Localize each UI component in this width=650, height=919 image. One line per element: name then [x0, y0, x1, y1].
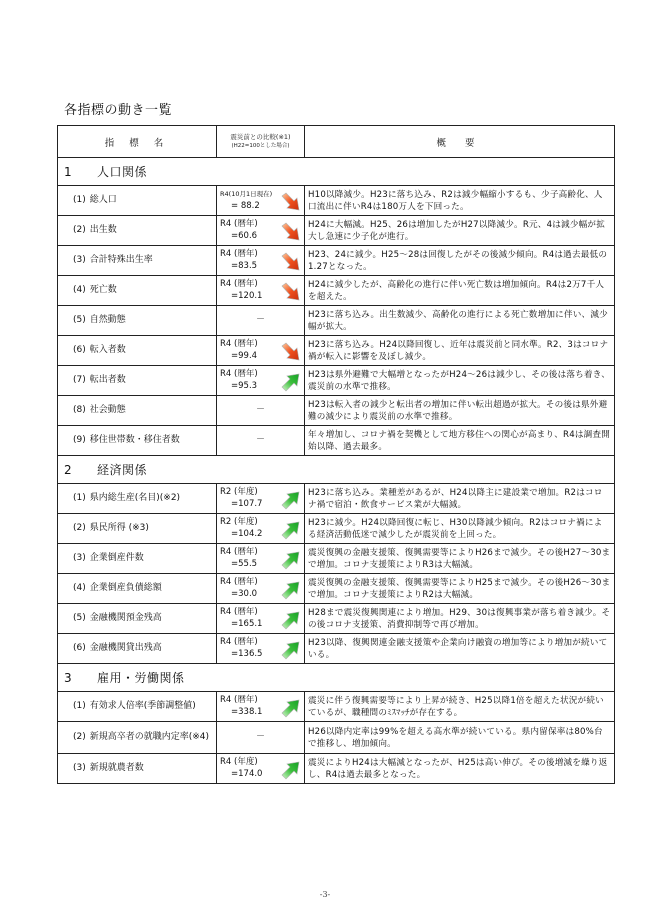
comparison-cell: [217, 544, 305, 574]
summary-cell: H23に落ち込み。H24以降回復し、近年は震災前と同水準。R2、3はコロナ禍が転入に影響を及ぼし減少。: [305, 336, 615, 366]
comparison-value: =120.1: [231, 291, 263, 301]
summary-cell: 年々増加し、コロナ禍を契機として地方移住への関心が高まり、R4は調査開始以降、過去最多。: [305, 426, 615, 456]
table-row: [58, 574, 615, 604]
table-row: [58, 366, 615, 396]
table-row: [58, 276, 615, 306]
header-comparison-label: 震災前との比較(※1): [230, 132, 291, 141]
comparison-period: R4 (暦年): [220, 219, 258, 229]
indicator-name-cell: [58, 514, 217, 544]
summary-cell: H23以降、復興関連金融支援策や企業向け融資の増加等により増加が続いている。: [305, 634, 615, 664]
arrow-up-right-icon: [280, 640, 302, 660]
section-number: 1: [64, 165, 73, 179]
section-number: 3: [64, 671, 73, 685]
comparison-period: R4 (年度): [220, 757, 258, 767]
indicator-name-cell: [58, 722, 217, 754]
section-heading: [58, 456, 615, 484]
comparison-cell: [217, 634, 305, 664]
indicator-number: (2): [73, 225, 86, 235]
summary-cell: H10以降減少。H23に落ち込み、R2は減少幅縮小するも、少子高齢化、人口流出に伴いR4は180万人を下回った。: [305, 186, 615, 216]
header-indicator-name: 指 標 名: [58, 126, 217, 158]
indicator-name: 企業倒産負債総額: [89, 583, 162, 593]
arrow-down-right-icon: [280, 282, 302, 302]
comparison-value: =30.0: [231, 589, 258, 599]
comparison-value: =104.2: [231, 529, 263, 539]
indicator-name: 有効求人倍率(季節調整値): [89, 701, 196, 711]
section-row: [58, 456, 615, 484]
arrow-down-right-icon: [280, 192, 302, 212]
comparison-value: =60.6: [231, 231, 258, 241]
indicator-name-cell: [58, 186, 217, 216]
comparison-period: R2 (年度): [220, 517, 258, 527]
indicator-name-cell: [58, 634, 217, 664]
indicator-name-cell: [58, 396, 217, 426]
arrow-up-right-icon: [280, 372, 302, 392]
table-row: [58, 544, 615, 574]
summary-cell: 震災に伴う復興需要等により上昇が続き、H25以降1倍を超えた状況が続いているが、職種間のﾐｽﾏｯﾁが存在する。: [305, 692, 615, 722]
summary-cell: H28まで震災復興関連により増加。H29、30は復興事業が落ち着き減少。その後コロナ支援策、消費抑制等で再び増加。: [305, 604, 615, 634]
comparison-value: －: [255, 405, 265, 415]
summary-cell: H23、24に減少。H25～28は回復したがその後減少傾向。R4は過去最低の1.27となった。: [305, 246, 615, 276]
indicator-number: (9): [73, 435, 86, 445]
comparison-value: －: [255, 732, 265, 742]
indicator-name-cell: [58, 754, 217, 784]
indicator-name-cell: [58, 484, 217, 514]
table-row: [58, 396, 615, 426]
comparison-cell: [217, 216, 305, 246]
indicator-name-cell: [58, 306, 217, 336]
page-title: 各指標の動き一覧: [64, 103, 173, 118]
comparison-value: =95.3: [231, 381, 258, 391]
indicator-number: (3): [73, 255, 86, 265]
indicator-number: (5): [73, 315, 86, 325]
comparison-cell: [217, 722, 305, 754]
comparison-cell: [217, 604, 305, 634]
indicator-number: (8): [73, 405, 86, 415]
section-title: 雇用・労働関係: [97, 671, 185, 685]
summary-cell: H23は県外避難で大幅増となったがH24～26は減少し、その後は落ち着き、震災前の水準で推移。: [305, 366, 615, 396]
indicator-name: 合計特殊出生率: [89, 255, 153, 265]
table-header-row: [58, 126, 615, 158]
indicator-number: (6): [73, 643, 86, 653]
comparison-cell: [217, 186, 305, 216]
section-title: 人口関係: [97, 165, 148, 179]
indicator-name: 総人口: [89, 195, 117, 205]
header-summary: 概 要: [305, 126, 615, 158]
indicator-number: (5): [73, 613, 86, 623]
indicator-name: 死亡数: [89, 285, 117, 295]
comparison-period: R4 (暦年): [220, 249, 258, 259]
comparison-value: =165.1: [231, 619, 263, 629]
indicator-name: 金融機関貸出残高: [89, 643, 162, 653]
table-row: [58, 426, 615, 456]
summary-cell: H26以降内定率は99%を超える高水準が続いている。県内留保率は80%台で推移し、増加傾向。: [305, 722, 615, 754]
section-heading: [58, 158, 615, 186]
page-number: -3-: [319, 890, 331, 899]
indicator-name-cell: [58, 426, 217, 456]
arrow-up-right-icon: [280, 580, 302, 600]
summary-cell: H23は転入者の減少と転出者の増加に伴い転出超過が拡大。その後は県外避難の減少により震災前の水準で推移。: [305, 396, 615, 426]
header-comparison-sub: (H22=100とした場合): [231, 142, 290, 149]
comparison-period: R4 (暦年): [220, 339, 258, 349]
table-row: [58, 216, 615, 246]
comparison-period: R4 (暦年): [220, 279, 258, 289]
table-row: [58, 722, 615, 754]
table-row: [58, 514, 615, 544]
arrow-up-right-icon: [280, 698, 302, 718]
table-row: [58, 634, 615, 664]
arrow-up-right-icon: [280, 550, 302, 570]
indicator-name-cell: [58, 366, 217, 396]
arrow-down-right-icon: [280, 222, 302, 242]
arrow-up-right-icon: [280, 490, 302, 510]
comparison-period: R2 (年度): [220, 487, 258, 497]
table-row: [58, 306, 615, 336]
comparison-period: R4 (暦年): [220, 637, 258, 647]
comparison-cell: [217, 366, 305, 396]
comparison-cell: [217, 276, 305, 306]
indicator-name: 新規高卒者の就職内定率(※4): [89, 732, 210, 742]
indicator-name: 移住世帯数・移住者数: [89, 435, 180, 445]
summary-cell: H24に大幅減。H25、26は増加したがH27以降減少。R元、4は減少幅が拡大し急速に少子化が進行。: [305, 216, 615, 246]
summary-cell: 震災復興の金融支援策、復興需要等によりH25まで減少。その後H26～30まで増加。コロナ支援策によりR2は大幅減。: [305, 574, 615, 604]
comparison-cell: [217, 336, 305, 366]
comparison-period: R4 (暦年): [220, 577, 258, 587]
arrow-down-right-icon: [280, 342, 302, 362]
comparison-value: = 88.2: [231, 201, 260, 211]
indicator-number: (2): [73, 523, 86, 533]
comparison-cell: [217, 396, 305, 426]
summary-cell: H23に落ち込み。業種差があるが、H24以降主に建設業で増加。R2はコロナ禍で宿泊・飲食サービス業が大幅減。: [305, 484, 615, 514]
table-row: [58, 484, 615, 514]
indicator-number: (1): [73, 195, 86, 205]
indicator-name-cell: [58, 216, 217, 246]
indicator-number: (3): [73, 553, 86, 563]
comparison-value: －: [255, 315, 265, 325]
comparison-value: =55.5: [231, 559, 258, 569]
table-row: [58, 336, 615, 366]
indicator-name: 金融機関預金残高: [89, 613, 162, 623]
indicator-name-cell: [58, 246, 217, 276]
arrow-up-right-icon: [280, 520, 302, 540]
arrow-up-right-icon: [280, 760, 302, 780]
comparison-value: =83.5: [231, 261, 258, 271]
comparison-cell: [217, 306, 305, 336]
indicator-name: 出生数: [89, 225, 117, 235]
table-row: [58, 186, 615, 216]
indicator-name: 県民所得 (※3): [89, 523, 149, 533]
indicator-number: (1): [73, 493, 86, 503]
table-row: [58, 692, 615, 722]
comparison-period: R4 (暦年): [220, 607, 258, 617]
indicator-name: 転入者数: [89, 345, 126, 355]
summary-cell: H23に落ち込み。出生数減少、高齢化の進行による死亡数増加に伴い、減少幅が拡大。: [305, 306, 615, 336]
comparison-value: =99.4: [231, 351, 258, 361]
summary-cell: H24に減少したが、高齢化の進行に伴い死亡数は増加傾向。R4は2万7千人を超えた。: [305, 276, 615, 306]
comparison-value: =174.0: [231, 769, 263, 779]
indicator-name-cell: [58, 544, 217, 574]
comparison-period: R4 (暦年): [220, 547, 258, 557]
arrow-up-right-icon: [280, 610, 302, 630]
indicator-number: (3): [73, 763, 86, 773]
indicator-name: 転出者数: [89, 375, 126, 385]
indicator-name: 企業倒産件数: [89, 553, 144, 563]
comparison-period: R4 (暦年): [220, 695, 258, 705]
indicator-name-cell: [58, 336, 217, 366]
arrow-down-right-icon: [280, 252, 302, 272]
comparison-cell: [217, 574, 305, 604]
summary-cell: 震災によりH24は大幅減となったが、H25は高い伸び。その後増減を繰り返し、R4は過去最多となった。: [305, 754, 615, 784]
comparison-value: =136.5: [231, 649, 263, 659]
comparison-cell: [217, 484, 305, 514]
indicator-number: (4): [73, 285, 86, 295]
header-comparison: [217, 126, 305, 158]
comparison-period: R4 (暦年): [220, 369, 258, 379]
table-row: [58, 246, 615, 276]
comparison-cell: [217, 426, 305, 456]
indicator-name-cell: [58, 692, 217, 722]
section-title: 経済関係: [97, 463, 148, 477]
indicator-name: 社会動態: [89, 405, 126, 415]
summary-cell: 震災復興の金融支援策、復興需要等によりH26まで減少。その後H27～30まで増加。コロナ支援策によりR3は大幅減。: [305, 544, 615, 574]
indicator-number: (2): [73, 732, 86, 742]
summary-cell: H23に減少。H24以降回復に転じ、H30以降減少傾向。R2はコロナ禍による経済活動低迷で減少したが震災前を上回った。: [305, 514, 615, 544]
indicator-name: 新規就農者数: [89, 763, 144, 773]
comparison-cell: [217, 514, 305, 544]
indicator-number: (1): [73, 701, 86, 711]
section-row: [58, 158, 615, 186]
indicator-name: 県内総生産(名目)(※2): [89, 493, 181, 503]
table-row: [58, 754, 615, 784]
indicator-name-cell: [58, 574, 217, 604]
comparison-value: －: [255, 435, 265, 445]
section-row: [58, 664, 615, 692]
section-number: 2: [64, 463, 73, 477]
indicators-table: [57, 125, 615, 784]
comparison-cell: [217, 754, 305, 784]
indicator-number: (4): [73, 583, 86, 593]
indicator-name: 自然動態: [89, 315, 126, 325]
comparison-value: =107.7: [231, 499, 263, 509]
indicator-name-cell: [58, 276, 217, 306]
indicator-number: (7): [73, 375, 86, 385]
comparison-cell: [217, 246, 305, 276]
comparison-cell: [217, 692, 305, 722]
table-row: [58, 604, 615, 634]
indicator-name-cell: [58, 604, 217, 634]
indicator-number: (6): [73, 345, 86, 355]
table-body: [58, 158, 615, 784]
comparison-value: =338.1: [231, 707, 263, 717]
section-heading: [58, 664, 615, 692]
comparison-period: R4(10月1日現在): [220, 190, 273, 198]
